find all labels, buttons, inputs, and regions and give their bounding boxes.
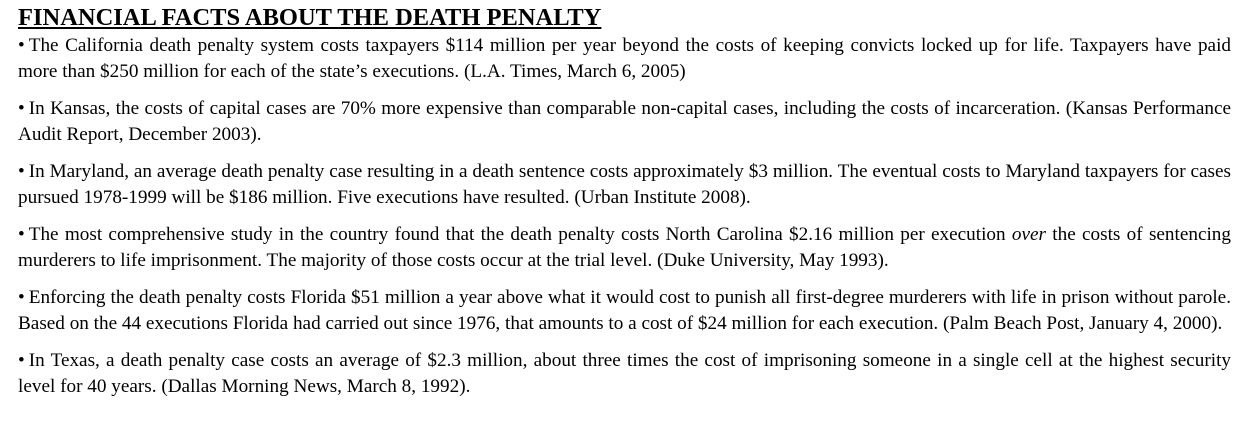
- bullet-marker: •: [18, 287, 25, 308]
- fact-text-after: the costs of sentencing murderers to life imprisonment. The majority of those costs occur at the trial level. (Duke University, May 1993).: [18, 224, 1231, 271]
- bullet-marker: •: [18, 161, 25, 182]
- fact-maryland: [18, 159, 1231, 210]
- fact-text: In Maryland, an average death penalty case resulting in a death sentence costs approximately $3 million. The eventual costs to Maryland taxpayers for cases pursued 1978-1999 will be $186 million. Five executions have resulted. (Urban Institute 2008).: [18, 161, 1231, 208]
- fact-text: In Texas, a death penalty case costs an average of $2.3 million, about three times the cost of imprisoning someone in a single cell at the highest security level for 40 years. (Dallas Morning News, March 8, 1992).: [18, 350, 1231, 397]
- page-title: FINANCIAL FACTS ABOUT THE DEATH PENALTY: [18, 4, 602, 31]
- fact-text: The California death penalty system costs taxpayers $114 million per year beyond the costs of keeping convicts locked up for life. Taxpayers have paid more than $250 million for each of the state’s executions. (L.A. Times, March 6, 2005): [18, 35, 1231, 82]
- fact-texas: [18, 348, 1231, 399]
- fact-emphasis: over: [1011, 224, 1046, 245]
- fact-text: Enforcing the death penalty costs Florida $51 million a year above what it would cost to punish all first-degree murderers with life in prison without parole. Based on the 44 executions Florida had carried out since 1976, that amounts to a cost of $24 million for each execution. (Palm Beach Post, January 4, 2000).: [18, 287, 1231, 334]
- fact-north-carolina: [18, 222, 1231, 273]
- fact-kansas: [18, 96, 1231, 147]
- fact-text: In Kansas, the costs of capital cases are 70% more expensive than comparable non-capital cases, including the costs of incarceration. (Kansas Performance Audit Report, December 2003).: [18, 98, 1231, 145]
- bullet-marker: •: [18, 35, 25, 56]
- bullet-marker: •: [18, 350, 25, 371]
- fact-florida: [18, 285, 1231, 336]
- fact-text-before: The most comprehensive study in the country found that the death penalty costs North Carolina $2.16 million per execution: [28, 224, 1012, 245]
- fact-california: [18, 33, 1231, 84]
- bullet-marker: •: [18, 224, 25, 245]
- bullet-marker: •: [18, 98, 25, 119]
- facts-list: [18, 33, 1231, 399]
